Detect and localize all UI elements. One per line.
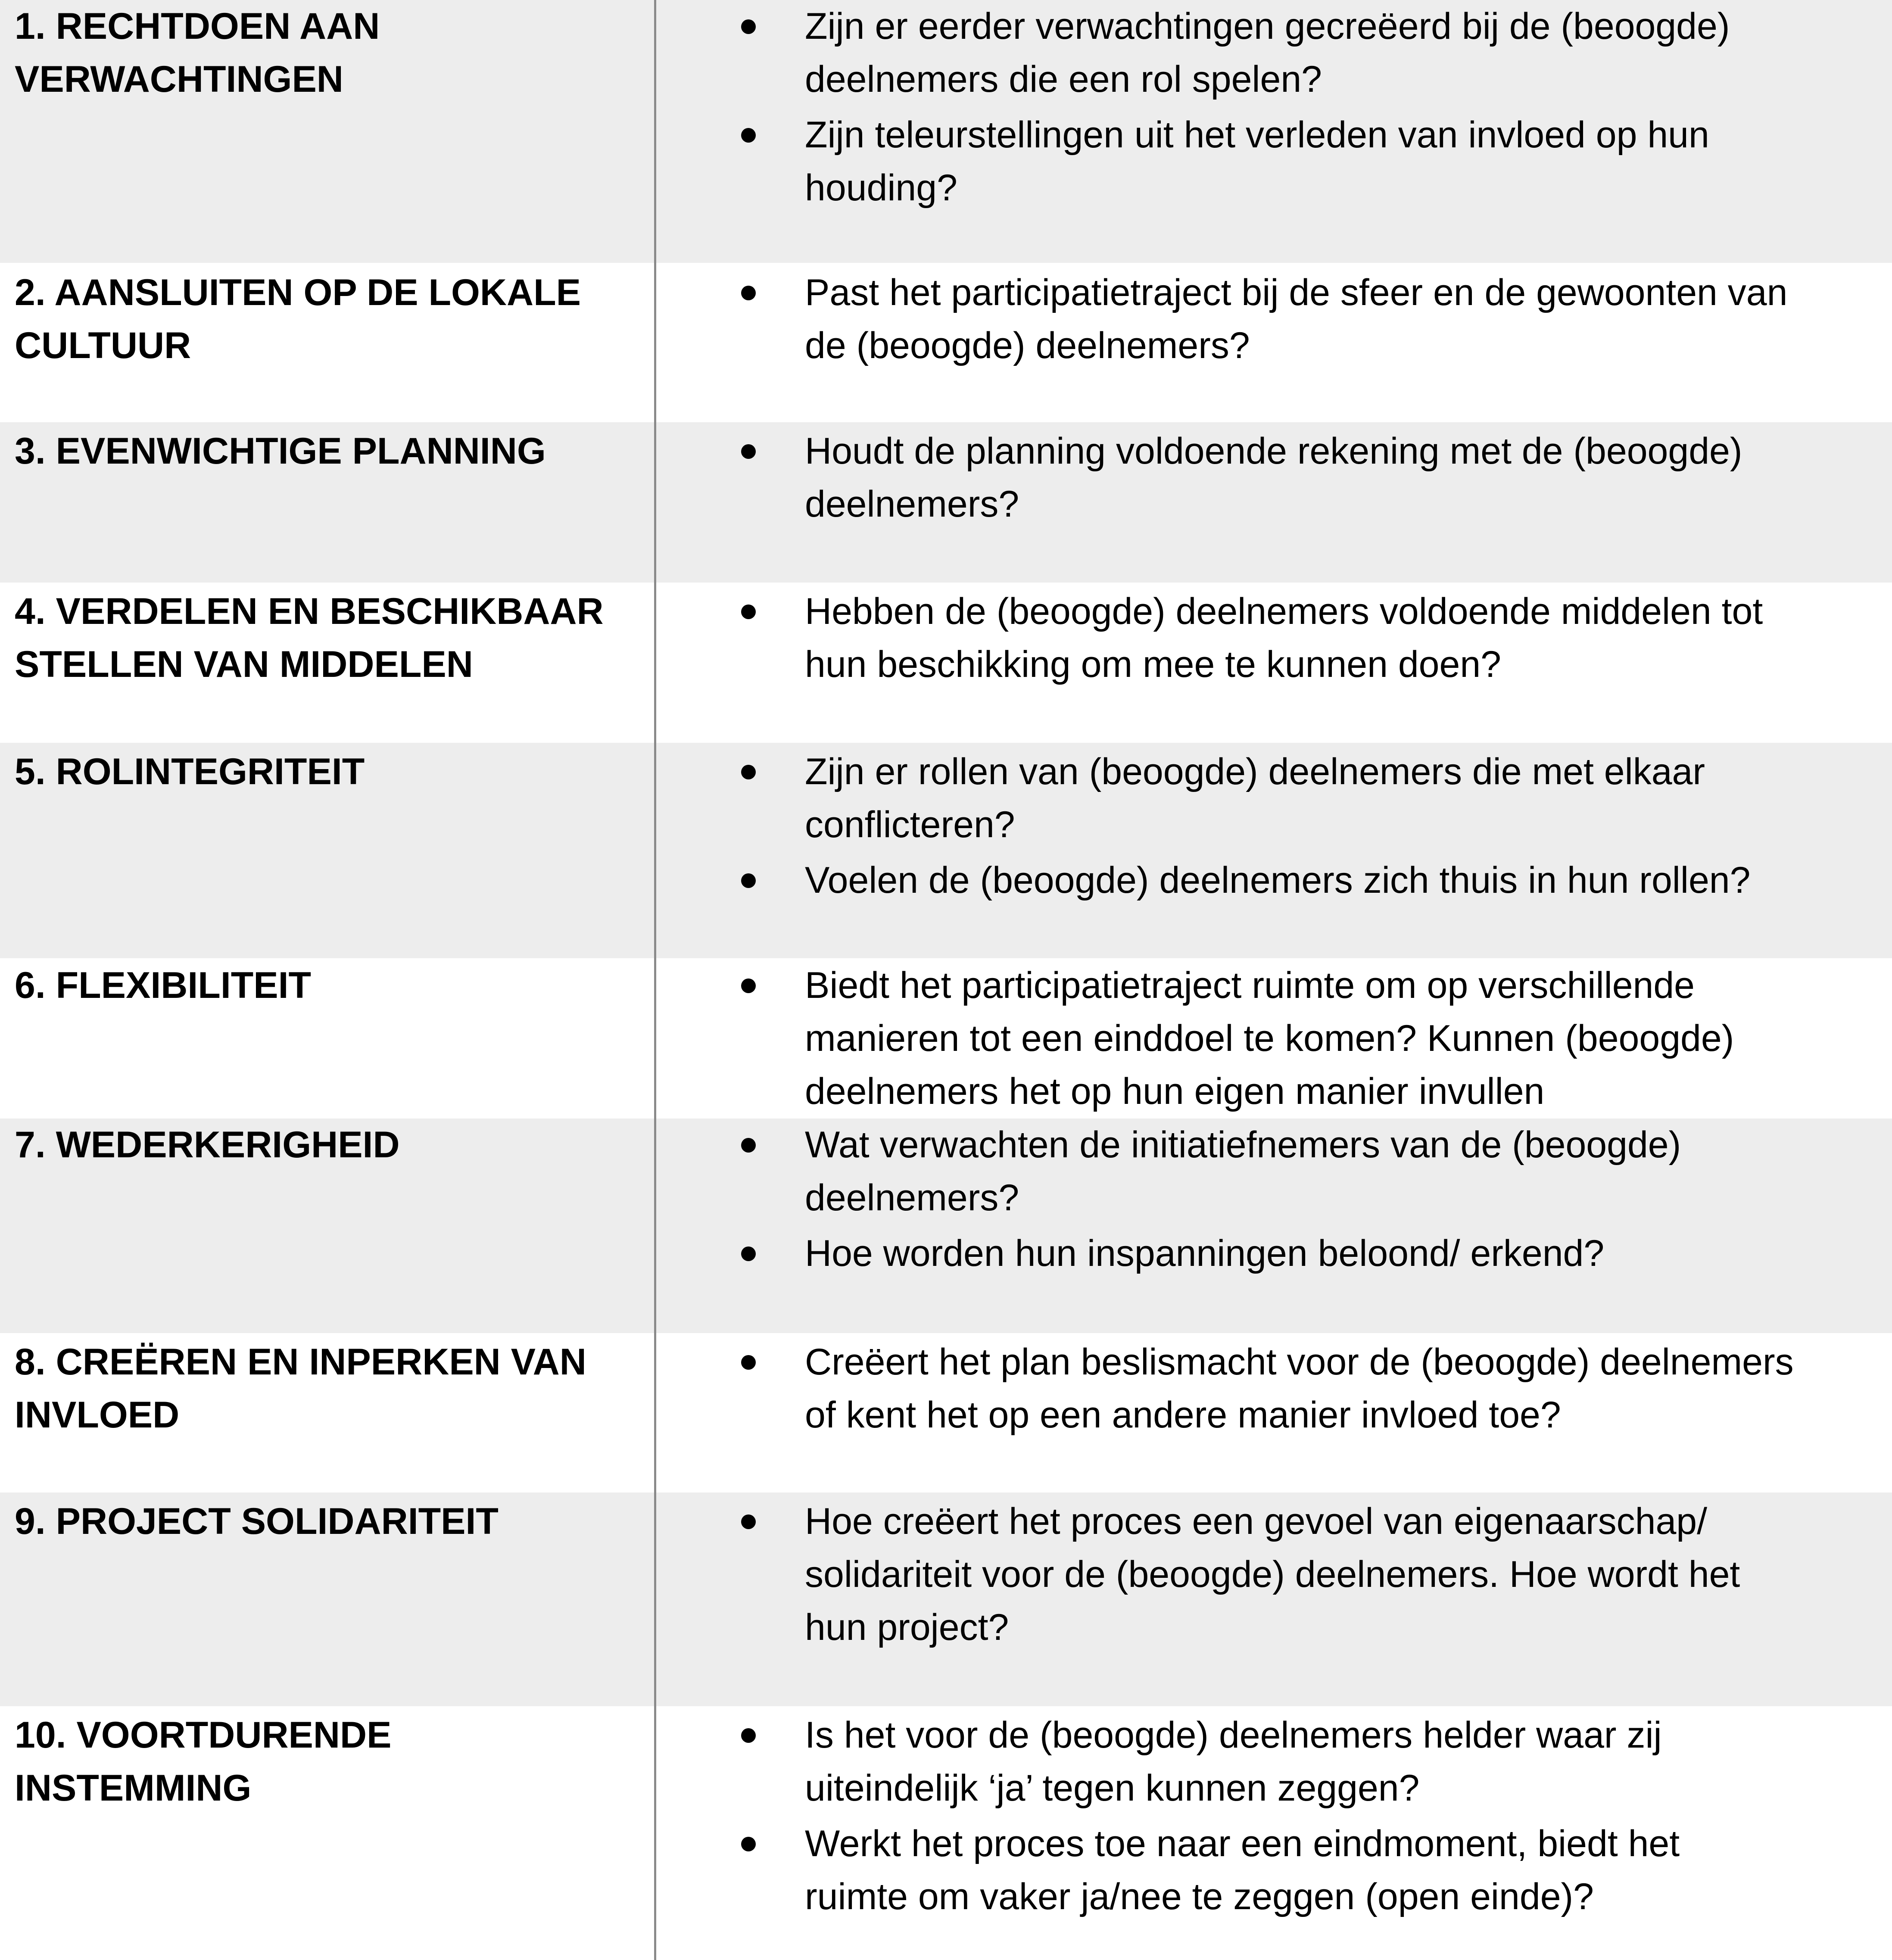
bullet-icon [741, 444, 756, 459]
table-row [0, 1706, 1892, 1960]
row-label: 8. CREËREN EN INPERKEN VAN INVLOED [15, 1341, 586, 1436]
bullet-icon [741, 978, 756, 993]
table-row [0, 1119, 1892, 1333]
list-item: Zijn er eerder verwachtingen gecreëerd bij de (beoogde) deelnemers die een rol spelen? [741, 0, 1887, 106]
list-item: Houdt de planning voldoende rekening met de (beoogde) deelnemers? [741, 425, 1887, 531]
table-row [0, 263, 1892, 422]
table-row [0, 1493, 1892, 1706]
list-item: Werkt het proces toe naar een eindmoment, biedt het ruimte om vaker ja/nee te zeggen (open einde)? [741, 1817, 1887, 1923]
column-divider [654, 0, 656, 1960]
bullet-list [741, 0, 1887, 215]
list-item: Voelen de (beoogde) deelnemers zich thuis in hun rollen? [741, 854, 1887, 907]
bullet-list [741, 1709, 1887, 1923]
table-row [0, 583, 1892, 743]
bullet-icon [741, 605, 756, 619]
bullet-icon [741, 19, 756, 34]
bullet-icon [741, 286, 756, 300]
row-label: 2. AANSLUITEN OP DE LOKALE CULTUUR [15, 272, 581, 366]
bullet-icon [741, 765, 756, 779]
row-label: 9. PROJECT SOLIDARITEIT [15, 1501, 499, 1542]
bullet-list [741, 745, 1887, 907]
row-label: 6. FLEXIBILITEIT [15, 965, 312, 1006]
bullet-list [741, 585, 1887, 691]
list-item: Hoe worden hun inspanningen beloond/ erkend? [741, 1227, 1887, 1280]
bullet-list [741, 425, 1887, 531]
row-label: 3. EVENWICHTIGE PLANNING [15, 430, 546, 472]
bullet-icon [741, 128, 756, 143]
row-label: 1. RECHTDOEN AAN VERWACHTINGEN [15, 6, 380, 100]
bullet-icon [741, 873, 756, 888]
table-row [0, 422, 1892, 583]
table-row [0, 958, 1892, 1119]
bullet-icon [741, 1138, 756, 1153]
list-item: Creëert het plan beslismacht voor de (beoogde) deelnemers of kent het op een andere manier invloed toe? [741, 1336, 1887, 1442]
list-item: Hoe creëert het proces een gevoel van eigenaarschap/ solidariteit voor de (beoogde) deelnemers. Hoe wordt het hun project? [741, 1495, 1887, 1654]
bullet-icon [741, 1355, 756, 1370]
row-label: 7. WEDERKERIGHEID [15, 1124, 400, 1165]
list-item: Biedt het participatietraject ruimte om op verschillende manieren tot een einddoel te komen? Kunnen (beoogde) deelnemers het op hun eigen manier invullen [741, 959, 1887, 1118]
bullet-list [741, 959, 1887, 1118]
table-row [0, 0, 1892, 263]
bullet-list [741, 1336, 1887, 1442]
bullet-icon [741, 1514, 756, 1529]
row-label: 5. ROLINTEGRITEIT [15, 751, 365, 792]
table-row [0, 743, 1892, 958]
list-item: Zijn er rollen van (beoogde) deelnemers die met elkaar conflicteren? [741, 745, 1887, 851]
bullet-icon [741, 1246, 756, 1261]
bullet-list [741, 1495, 1887, 1654]
list-item: Past het participatietraject bij de sfeer en de gewoonten van de (beoogde) deelnemers? [741, 266, 1887, 372]
table-row [0, 1333, 1892, 1493]
bullet-icon [741, 1837, 756, 1851]
bullet-icon [741, 1728, 756, 1743]
row-label: 4. VERDELEN EN BESCHIKBAAR STELLEN VAN MIDDELEN [15, 591, 604, 685]
list-item: Hebben de (beoogde) deelnemers voldoende middelen tot hun beschikking om mee te kunnen doen? [741, 585, 1887, 691]
bullet-list [741, 266, 1887, 372]
list-item: Wat verwachten de initiatiefnemers van de (beoogde) deelnemers? [741, 1119, 1887, 1225]
list-item: Is het voor de (beoogde) deelnemers helder waar zij uiteindelijk ‘ja’ tegen kunnen zeggen? [741, 1709, 1887, 1815]
list-item: Zijn teleurstellingen uit het verleden van invloed op hun houding? [741, 109, 1887, 215]
bullet-list [741, 1119, 1887, 1280]
row-label: 10. VOORTDURENDE INSTEMMING [15, 1714, 392, 1809]
